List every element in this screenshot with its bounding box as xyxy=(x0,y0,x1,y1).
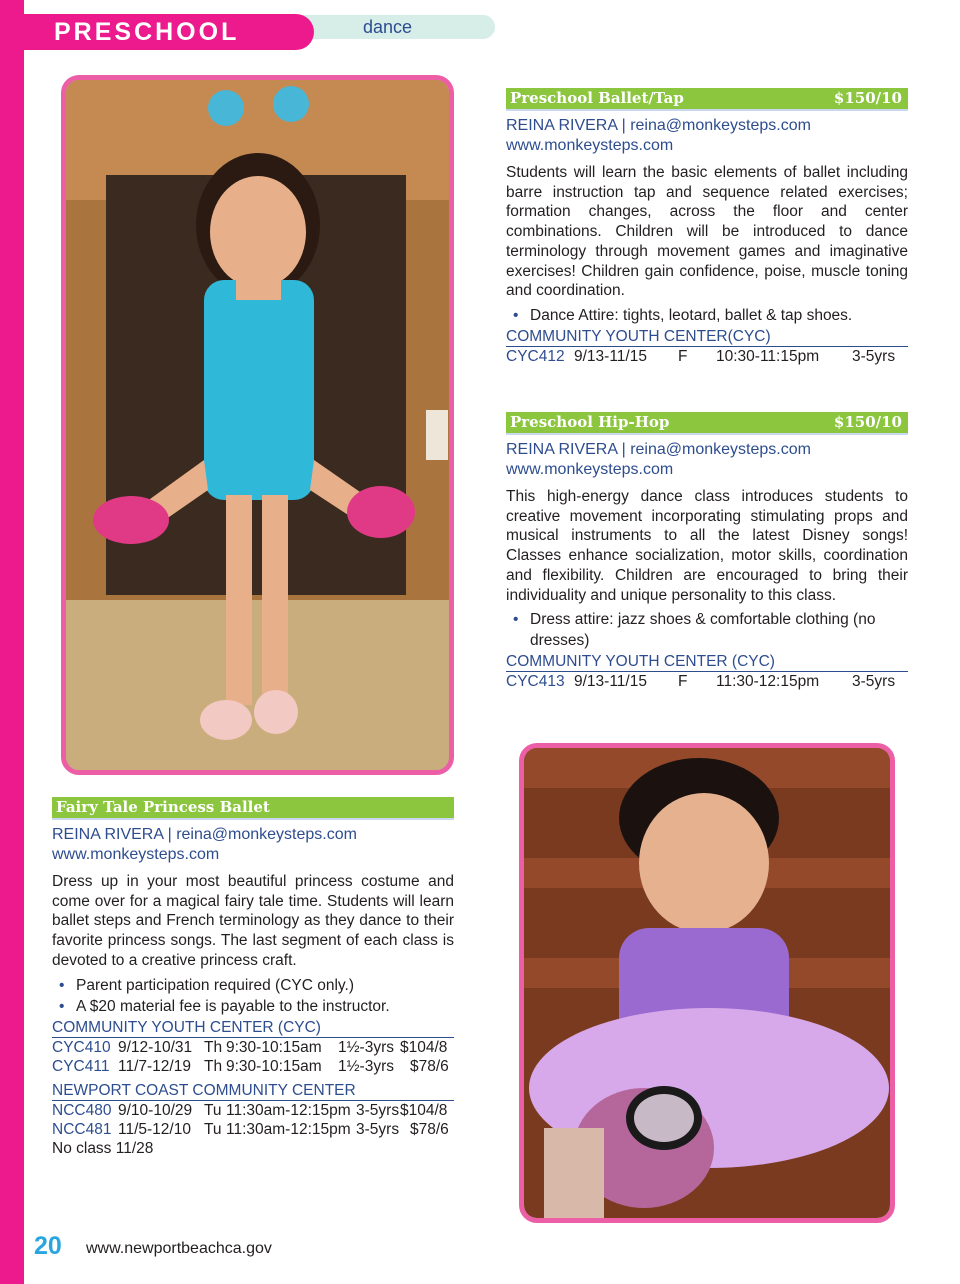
course-code: NCC480 xyxy=(52,1101,112,1119)
bullet-item: • A $20 material fee is payable to the instructor. xyxy=(52,996,454,1017)
bullet-item: • Dance Attire: tights, leotard, ballet & tap shoes. xyxy=(506,305,908,326)
instructor-info xyxy=(506,116,908,156)
session-fee: $104/8 xyxy=(400,1038,448,1056)
session-time: 11:30-12:15pm xyxy=(716,673,820,691)
session-ages: 3-5yrs xyxy=(356,1120,400,1138)
location-name: COMMUNITY YOUTH CENTER(CYC) xyxy=(506,328,908,347)
instructor-website[interactable]: www.monkeysteps.com xyxy=(52,846,220,863)
session-day: Tu xyxy=(204,1101,222,1119)
session-fee: $78/6 xyxy=(410,1057,449,1075)
session-time: 9:30-10:15am xyxy=(226,1057,322,1075)
session-ages: 3-5yrs xyxy=(852,347,896,365)
course-code: CYC411 xyxy=(52,1057,110,1075)
course-title: Preschool Hip-Hop xyxy=(510,413,670,431)
course-code: NCC481 xyxy=(52,1120,112,1138)
schedule-row xyxy=(52,1038,454,1057)
location-name: NEWPORT COAST COMMUNITY CENTER xyxy=(52,1082,454,1101)
instructor-website[interactable]: www.monkeysteps.com xyxy=(506,461,674,478)
photo-ballet-girl xyxy=(61,75,454,775)
session-day: F xyxy=(678,347,688,365)
session-day: F xyxy=(678,673,688,691)
location-name: COMMUNITY YOUTH CENTER (CYC) xyxy=(506,653,908,672)
session-fee: $104/8 xyxy=(400,1101,448,1119)
session-dates: 9/13-11/15 xyxy=(574,673,647,691)
course-bullets xyxy=(52,975,454,1017)
section-title: PRESCHOOL xyxy=(54,18,240,46)
session-ages: 3-5yrs xyxy=(356,1101,400,1119)
schedule-row xyxy=(506,672,908,691)
session-day: Tu xyxy=(204,1120,222,1138)
course-description: This high-energy dance class introduces students to creative movement incorporating stimulating props and musical instruments to all the latest Disney songs! Classes enhance socialization, motor skills, coordination and flexibility. Children are encouraged to bring their individuality and unique personality to this class. xyxy=(506,488,908,604)
category-label: dance xyxy=(363,17,413,37)
session-time: 11:30am-12:15pm xyxy=(226,1120,351,1138)
bullet-item: • Dress attire: jazz shoes & comfortable clothing (no dresses) xyxy=(506,609,908,651)
instructor-website[interactable]: www.monkeysteps.com xyxy=(506,137,674,154)
location-name: COMMUNITY YOUTH CENTER (CYC) xyxy=(52,1019,454,1038)
course-code: CYC410 xyxy=(52,1038,111,1056)
schedule-row xyxy=(506,347,908,366)
session-ages: 1½-3yrs xyxy=(338,1057,394,1075)
course-preschool-hip-hop xyxy=(506,412,908,691)
footer-url[interactable]: www.newportbeachca.gov xyxy=(86,1240,272,1257)
course-bullets xyxy=(506,609,908,651)
schedule-row xyxy=(52,1101,454,1120)
page-number: 20 xyxy=(34,1232,62,1260)
course-header xyxy=(506,412,908,435)
course-code: CYC412 xyxy=(506,347,565,365)
course-preschool-ballet-tap xyxy=(506,88,908,366)
course-header xyxy=(52,797,454,820)
course-header xyxy=(506,88,908,111)
course-price: $150/10 xyxy=(833,413,902,431)
bullet-item: • Parent participation required (CYC only.) xyxy=(52,975,454,996)
course-description: Dress up in your most beautiful princess costume and come over for a magical fairy tale time. Students will learn ballet steps and French terminology as they dance to their favorite princess songs. The last segment of each class is devoted to a creative princess craft. xyxy=(52,873,454,969)
photo-tutu-girl xyxy=(519,743,895,1223)
session-dates: 11/5-12/10 xyxy=(118,1120,191,1138)
course-description: Students will learn the basic elements of ballet including barre instruction tap and sequence related exercises; formation changes, across the floor and center combinations. Children will be introduced to dance terminology through movement games and imaginative exercises! Children gain confidence, poise, muscle toning and coordination. xyxy=(506,164,908,300)
instructor-contact[interactable]: REINA RIVERA | reina@monkeysteps.com xyxy=(52,826,357,843)
left-accent-bar xyxy=(0,0,24,1284)
session-dates: 9/12-10/31 xyxy=(118,1038,193,1056)
course-title: Preschool Ballet/Tap xyxy=(510,89,684,107)
course-code: CYC413 xyxy=(506,673,565,691)
session-ages: 3-5yrs xyxy=(852,673,896,691)
session-time: 9:30-10:15am xyxy=(226,1038,322,1056)
schedule-row xyxy=(52,1120,454,1139)
course-bullets xyxy=(506,305,908,326)
schedule-note: No class 11/28 xyxy=(52,1139,154,1157)
session-time: 10:30-11:15pm xyxy=(716,347,820,365)
instructor-contact[interactable]: REINA RIVERA | reina@monkeysteps.com xyxy=(506,117,811,134)
session-time: 11:30am-12:15pm xyxy=(226,1101,351,1119)
session-day: Th xyxy=(204,1057,223,1075)
instructor-info xyxy=(52,825,454,865)
session-fee: $78/6 xyxy=(410,1120,449,1138)
instructor-contact[interactable]: REINA RIVERA | reina@monkeysteps.com xyxy=(506,441,811,458)
schedule-row xyxy=(52,1057,454,1076)
session-dates: 11/7-12/19 xyxy=(118,1057,191,1075)
instructor-info xyxy=(506,440,908,480)
course-title: Fairy Tale Princess Ballet xyxy=(56,798,270,816)
course-fairy-tale-princess-ballet xyxy=(52,797,454,1158)
session-dates: 9/13-11/15 xyxy=(574,347,647,365)
session-ages: 1½-3yrs xyxy=(338,1038,394,1056)
course-price: $150/10 xyxy=(833,89,902,107)
session-dates: 9/10-10/29 xyxy=(118,1101,193,1119)
session-day: Th xyxy=(204,1038,223,1056)
